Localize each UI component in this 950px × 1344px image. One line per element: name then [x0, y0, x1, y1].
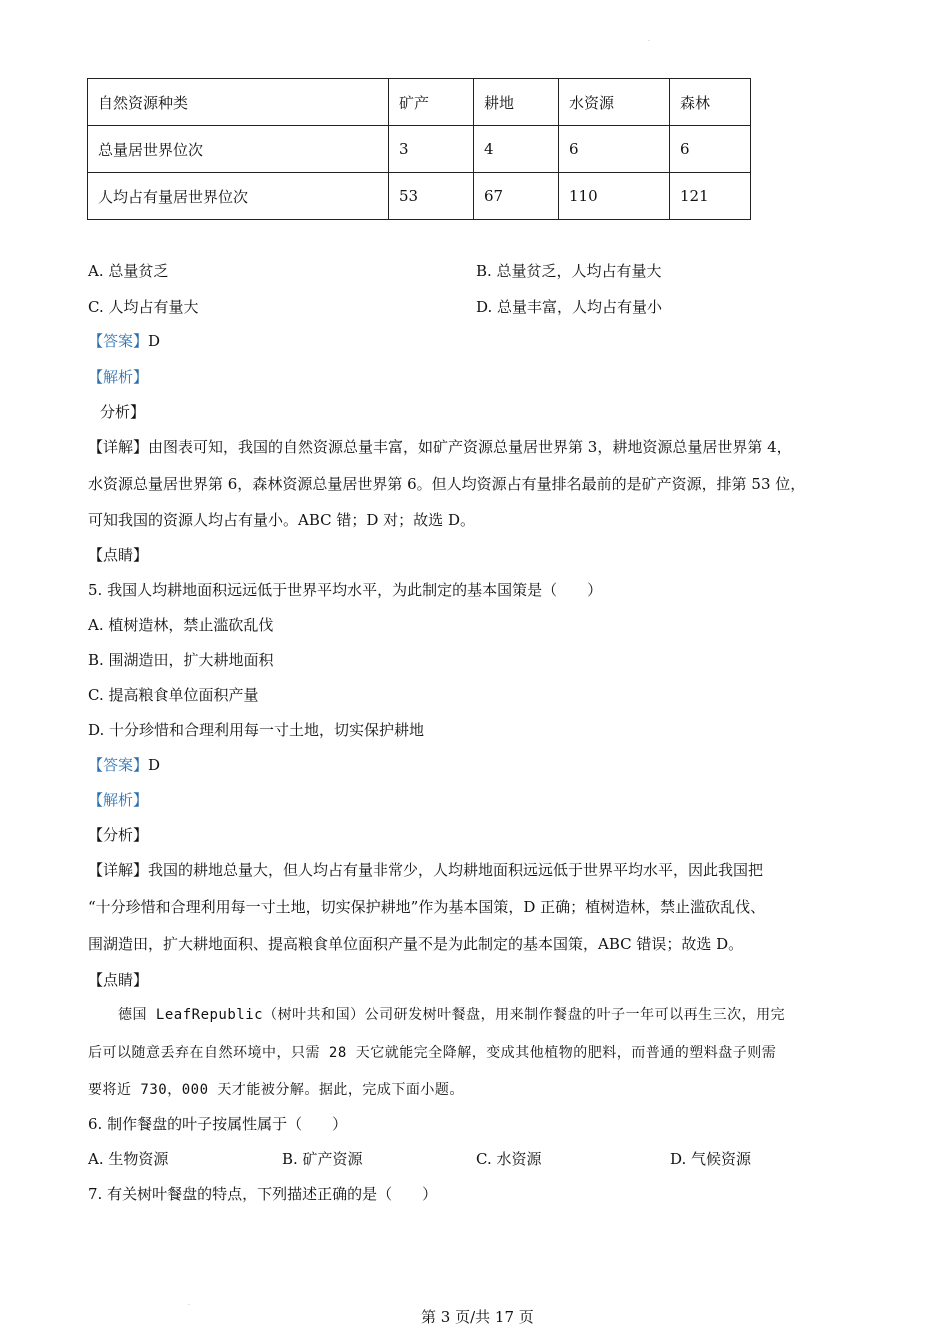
q4-option-d: D. 总量丰富，人均占有量小	[476, 298, 663, 316]
passage-line: 要将近 730，000 天才能被分解。据此，完成下面小题。	[88, 1082, 464, 1098]
table-row	[88, 126, 751, 173]
page-footer: 第 3 页/共 17 页	[421, 1308, 534, 1326]
table-cell: 水资源	[559, 79, 670, 126]
passage-line: 德国 LeafRepublic（树叶共和国）公司研发树叶餐盘，用来制作餐盘的叶子一年可以再生三次，用完	[118, 1007, 786, 1023]
q6-question: 6. 制作餐盘的叶子按属性属于（ ）	[88, 1115, 348, 1133]
table-cell: 耕地	[474, 79, 559, 126]
q4-option-a: A. 总量贫乏	[88, 262, 169, 280]
q5-option-b: B. 围湖造田，扩大耕地面积	[88, 651, 274, 669]
q4-answer	[88, 330, 160, 351]
table-cell: 6	[670, 126, 751, 173]
q5-answer	[88, 754, 160, 775]
table-cell: 6	[559, 126, 670, 173]
q5-question: 5. 我国人均耕地面积远远低于世界平均水平，为此制定的基本国策是（ ）	[88, 581, 603, 599]
q5-detail-line: “十分珍惜和合理利用每一寸土地，切实保护耕地”作为基本国策，D 正确；植树造林，禁止滥砍乱伐、	[88, 898, 766, 916]
q4-option-b: B. 总量贫乏，人均占有量大	[476, 262, 662, 280]
scan-dot: ·	[188, 1302, 190, 1309]
table-cell: 121	[670, 173, 751, 220]
table-cell: 森林	[670, 79, 751, 126]
q7-question: 7. 有关树叶餐盘的特点，下列描述正确的是（ ）	[88, 1185, 438, 1203]
q4-detail-line: 可知我国的资源人均占有量小。ABC 错；D 对；故选 D。	[88, 511, 475, 529]
q5-detail-line	[88, 859, 763, 880]
table-cell: 矿产	[389, 79, 474, 126]
scan-dot: ·	[648, 38, 650, 45]
q4-analysis-tag: 【解析】	[88, 368, 149, 386]
q4-fenxi: 分析】	[100, 403, 146, 421]
table-cell: 3	[389, 126, 474, 173]
q6-option-c: C. 水资源	[476, 1150, 542, 1168]
table-cell: 110	[559, 173, 670, 220]
detail-text: 我国的耕地总量大，但人均占有量非常少，人均耕地面积远远低于世界平均水平，因此我国把	[148, 861, 764, 879]
table-cell: 4	[474, 126, 559, 173]
q5-option-d: D. 十分珍惜和合理利用每一寸土地，切实保护耕地	[88, 721, 425, 739]
table-header-row	[88, 79, 751, 126]
detail-text: 由图表可知，我国的自然资源总量丰富，如矿产资源总量居世界第 3，耕地资源总量居世界第 4，	[148, 438, 792, 456]
q4-detail-line: 水资源总量居世界第 6，森林资源总量居世界第 6。但人均资源占有量排名最前的是矿产资源，排第 53 位，	[88, 475, 806, 493]
table-cell: 总量居世界位次	[88, 126, 389, 173]
answer-tag: 【答案】	[88, 332, 149, 350]
q5-detail-line: 围湖造田，扩大耕地面积、提高粮食单位面积产量不是为此制定的基本国策，ABC 错误；故选 D。	[88, 935, 744, 953]
detail-tag: 【详解】	[88, 438, 149, 456]
q5-option-a: A. 植树造林，禁止滥砍乱伐	[88, 616, 274, 634]
q5-analysis-tag: 【解析】	[88, 791, 149, 809]
resource-rank-table	[87, 78, 751, 220]
q4-dianjing: 【点睛】	[88, 546, 149, 564]
answer-value: D	[148, 332, 161, 350]
q5-fenxi: 【分析】	[88, 826, 149, 844]
answer-tag: 【答案】	[88, 756, 149, 774]
table-cell: 自然资源种类	[88, 79, 389, 126]
passage-line: 后可以随意丢弃在自然环境中，只需 28 天它就能完全降解，变成其他植物的肥料，而普通的塑料盘子则需	[88, 1045, 777, 1061]
q5-option-c: C. 提高粮食单位面积产量	[88, 686, 259, 704]
table-row	[88, 173, 751, 220]
table-cell: 人均占有量居世界位次	[88, 173, 389, 220]
answer-value: D	[148, 756, 161, 774]
table-cell: 53	[389, 173, 474, 220]
q6-option-a: A. 生物资源	[88, 1150, 169, 1168]
detail-tag: 【详解】	[88, 861, 149, 879]
q6-option-d: D. 气候资源	[670, 1150, 752, 1168]
q4-detail-line	[88, 436, 792, 457]
q5-dianjing: 【点睛】	[88, 971, 149, 989]
q6-option-b: B. 矿产资源	[282, 1150, 363, 1168]
q4-option-c: C. 人均占有量大	[88, 298, 199, 316]
table-cell: 67	[474, 173, 559, 220]
